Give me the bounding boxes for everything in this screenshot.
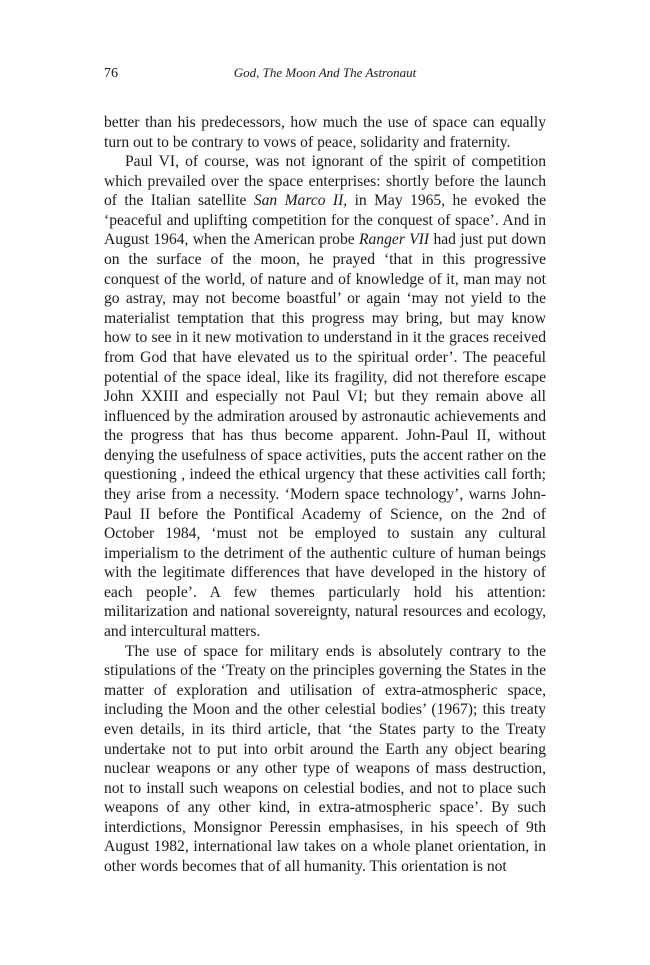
body-text	[104, 113, 546, 877]
paragraph-2-text-c: had just put down on the surface of the moon, he prayed ‘that in this progressive conquest of the world, of nature and of knowledge of it, man may not go astray, may not become boastful’ or again ‘may not yield to the materialist temptation that this progress may bring, but may know how to see in it new motivation to understand in it the graces received from God that have elevated us to the spiritual order’. The peaceful potential of the space ideal, like its fragility, did not therefore escape John XXIII and especially not Paul VI; but they remain above all influenced by the admiration aroused by astronautic achievements and the progress that has thus become apparent. John-Paul II, without denying the usefulness of space activities, puts the accent rather on the questioning , indeed the ethical urgency that these activities call forth; they arise from a necessity. ‘Modern space technology’, warns John-Paul II before the Pontifical Academy of Science, on the 2nd of October 1984, ‘must not be employed to sustain any cultural imperialism to the detriment of the authentic culture of human beings with the legitimate differences that have developed in the history of each people’. A few themes particularly hold his attention: militarization and national sovereignty, natural resources and ecology, and intercultural matters.	[104, 231, 547, 641]
satellite-name-italic: San Marco II,	[253, 192, 348, 210]
probe-name-italic: Ranger VII	[358, 231, 430, 249]
page-number: 76	[104, 66, 118, 81]
paragraph-1: better than his predecessors, how much the use of space can equally turn out to be contrary to vows of peace, solidarity and fraternity.	[104, 114, 546, 151]
paragraph-2-text-a: Paul VI, of course, was not ignorant of the spirit of competition which prevailed over the space enterprises: shortly before the launch of the Italian satellite	[104, 153, 546, 210]
paragraph-2	[104, 152, 546, 641]
running-title: God, The Moon And The Astronaut	[233, 65, 417, 80]
paragraph-3: The use of space for military ends is absolutely contrary to the stipulations of the ‘Treaty on the principles governing the States in the matter of exploration and utilisation of extra-atmospheric space, including the Moon and the other celestial bodies’ (1967); this treaty even details, in its third article, that ‘the States party to the Treaty undertake not to put into orbit around the Earth any object bearing nuclear weapons or any other type of weapons of mass destruction, not to install such weapons on celestial bodies, and not to place such weapons of any other kind, in extra-atmospheric space’. By such interdictions, Monsignor Peressin emphasises, in his speech of 9th August 1982, international law takes on a whole planet orientation, in other words becomes that of all humanity. This orientation is not	[104, 642, 546, 875]
paragraph-2-text-b: in May 1965, he evoked the ‘peaceful and uplifting competition for the conquest of space’. And in August 1964, when the American probe	[104, 192, 546, 249]
